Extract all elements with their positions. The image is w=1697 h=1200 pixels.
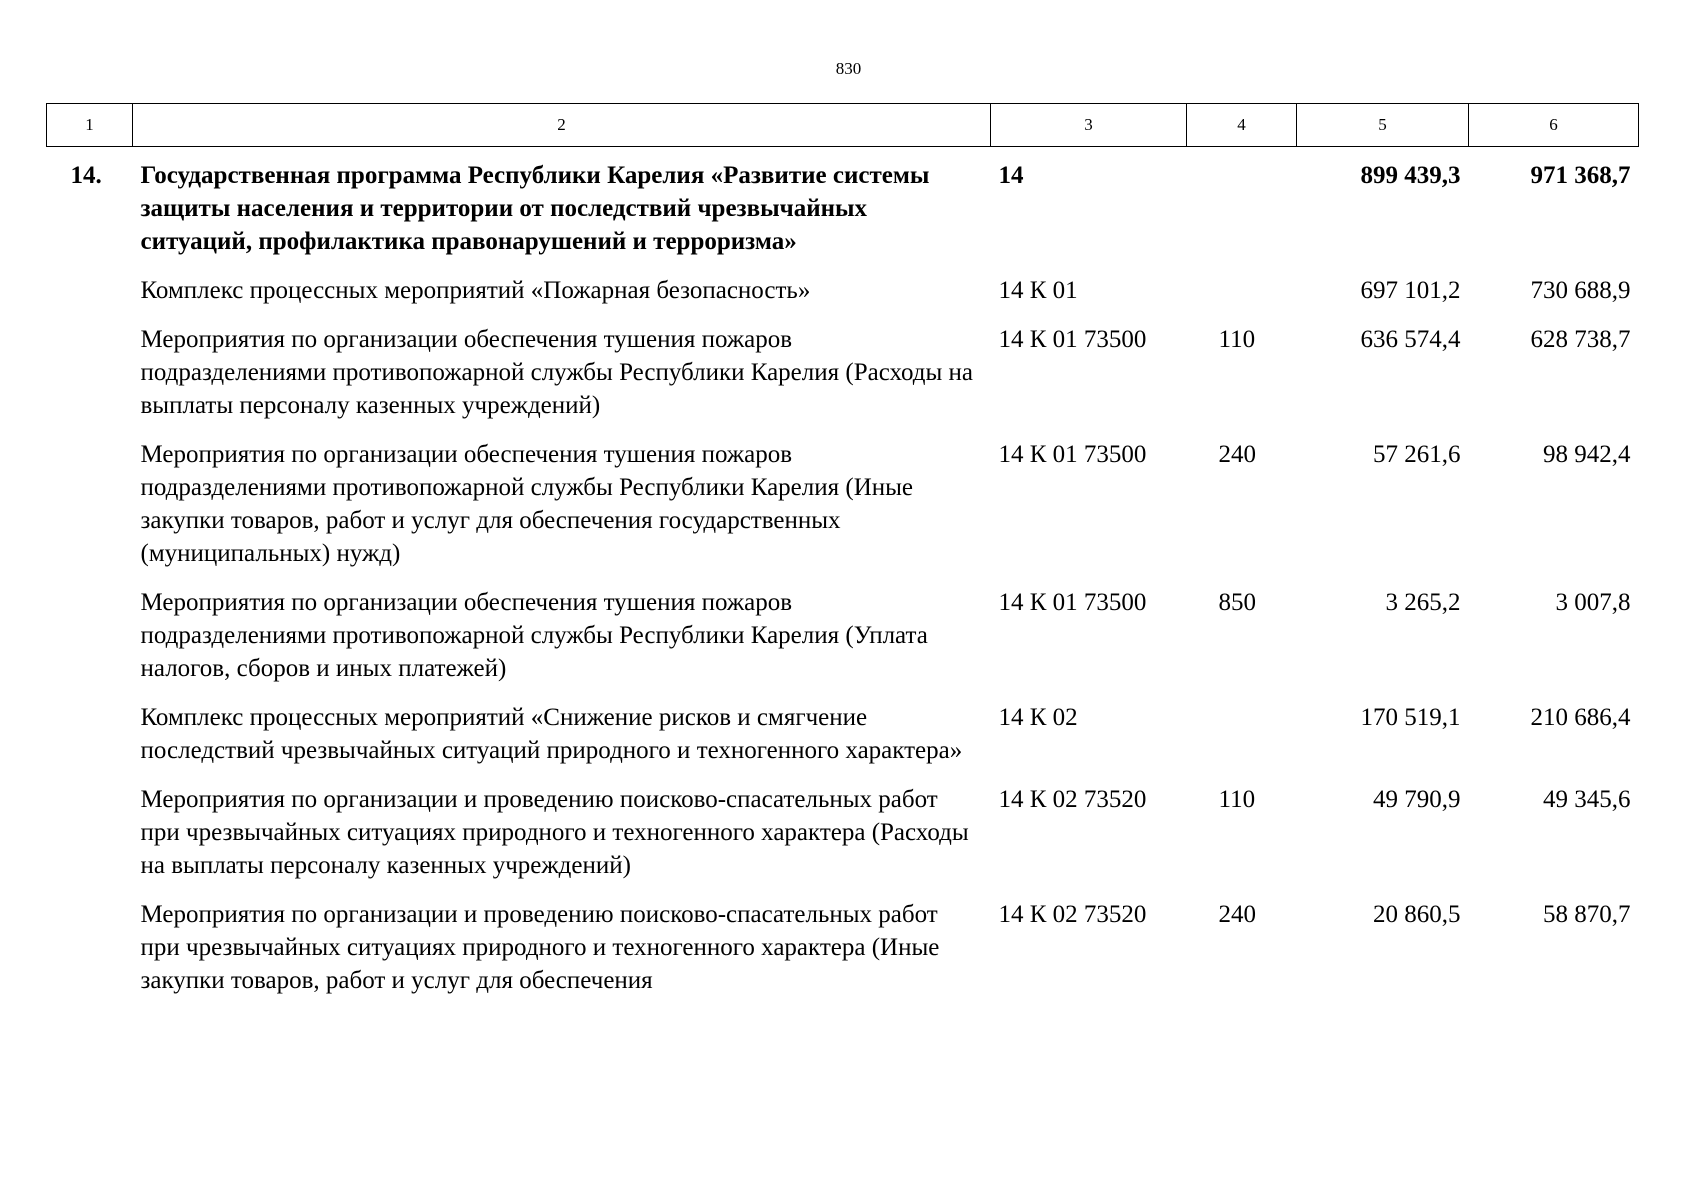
row-name: Мероприятия по организации и проведению поисково-спасательных работ при чрезвычайных ситуациях природного и техногенного характера (Иные закупки товаров, работ и услуг для обеспечения: [140, 901, 940, 994]
row-name: Мероприятия по организации обеспечения тушения пожаров подразделениями противопожарной службы Республики Карелия (Расходы на выплаты персоналу казенных учреждений): [140, 326, 974, 419]
row-code: 14 К 02 73520: [998, 901, 1147, 928]
table-row: [47, 274, 1639, 323]
row-amount-2: 210 686,4: [1530, 704, 1631, 731]
table-header-row: [47, 104, 1639, 147]
row-amount-2: 3 007,8: [1555, 589, 1631, 616]
row-number: [47, 323, 133, 438]
row-amount-2: 58 870,7: [1543, 901, 1631, 928]
row-name: Комплекс процессных мероприятий «Снижение рисков и смягчение последствий чрезвычайных ситуаций природного и техногенного характера»: [140, 704, 963, 764]
row-amount-1: 899 439,3: [1360, 162, 1461, 189]
row-number: [47, 898, 133, 1013]
row-number: [47, 438, 133, 586]
row-amount-1: 3 265,2: [1385, 589, 1461, 616]
table-row: [47, 783, 1639, 898]
header-cell: 1: [47, 104, 133, 147]
row-type: 240: [1218, 441, 1256, 468]
row-amount-1: 20 860,5: [1373, 901, 1461, 928]
table-row: [47, 147, 1639, 275]
row-amount-2: 628 738,7: [1530, 326, 1631, 353]
row-name: Мероприятия по организации обеспечения тушения пожаров подразделениями противопожарной службы Республики Карелия (Иные закупки товаров, работ и услуг для обеспечения государственных (муниципальных) нужд): [140, 441, 914, 567]
row-name: Мероприятия по организации обеспечения тушения пожаров подразделениями противопожарной службы Республики Карелия (Уплата налогов, сборов и иных платежей): [140, 589, 928, 682]
row-code: 14 К 01 73500: [998, 589, 1147, 616]
header-cell: 6: [1469, 104, 1639, 147]
row-amount-1: 170 519,1: [1360, 704, 1461, 731]
table-row: [47, 323, 1639, 438]
row-name: Мероприятия по организации и проведению поисково-спасательных работ при чрезвычайных ситуациях природного и техногенного характера (Расходы на выплаты персоналу казенных учреждений): [140, 786, 969, 879]
table-row: [47, 586, 1639, 701]
row-code: 14: [998, 162, 1024, 189]
row-number: [47, 586, 133, 701]
row-number: [47, 783, 133, 898]
row-number: [47, 274, 133, 323]
header-cell: 5: [1297, 104, 1469, 147]
row-type: 110: [1218, 326, 1256, 353]
row-code: 14 К 01 73500: [998, 441, 1147, 468]
row-type: 240: [1218, 901, 1256, 928]
page-number: 830: [835, 59, 862, 78]
header-cell: 3: [991, 104, 1187, 147]
row-type: 850: [1218, 589, 1256, 616]
row-amount-1: 57 261,6: [1373, 441, 1461, 468]
row-code: 14 К 02: [998, 704, 1078, 731]
row-amount-1: 697 101,2: [1360, 277, 1461, 304]
row-code: 14 К 02 73520: [998, 786, 1147, 813]
row-number: 14.: [70, 162, 102, 189]
row-amount-2: 730 688,9: [1530, 277, 1631, 304]
table-body: [47, 147, 1639, 1014]
row-amount-1: 636 574,4: [1360, 326, 1461, 353]
row-amount-1: 49 790,9: [1373, 786, 1461, 813]
row-type: [1187, 701, 1297, 783]
budget-table: [46, 103, 1639, 1013]
table-row: [47, 701, 1639, 783]
row-code: 14 К 01 73500: [998, 326, 1147, 353]
row-amount-2: 98 942,4: [1543, 441, 1631, 468]
header-cell: 4: [1187, 104, 1297, 147]
row-name: Комплекс процессных мероприятий «Пожарная безопасность»: [140, 277, 811, 304]
header-cell: 2: [133, 104, 991, 147]
row-amount-2: 971 368,7: [1530, 162, 1631, 189]
row-code: 14 К 01: [998, 277, 1078, 304]
row-amount-2: 49 345,6: [1543, 786, 1631, 813]
row-type: 110: [1218, 786, 1256, 813]
row-number: [47, 701, 133, 783]
table-row: [47, 438, 1639, 586]
table-row: [47, 898, 1639, 1013]
row-name: Государственная программа Республики Карелия «Развитие системы защиты населения и территории от последствий чрезвычайных ситуаций, профилактика правонарушений и терроризма»: [140, 162, 930, 255]
row-type: [1187, 274, 1297, 323]
row-type: [1187, 147, 1297, 275]
